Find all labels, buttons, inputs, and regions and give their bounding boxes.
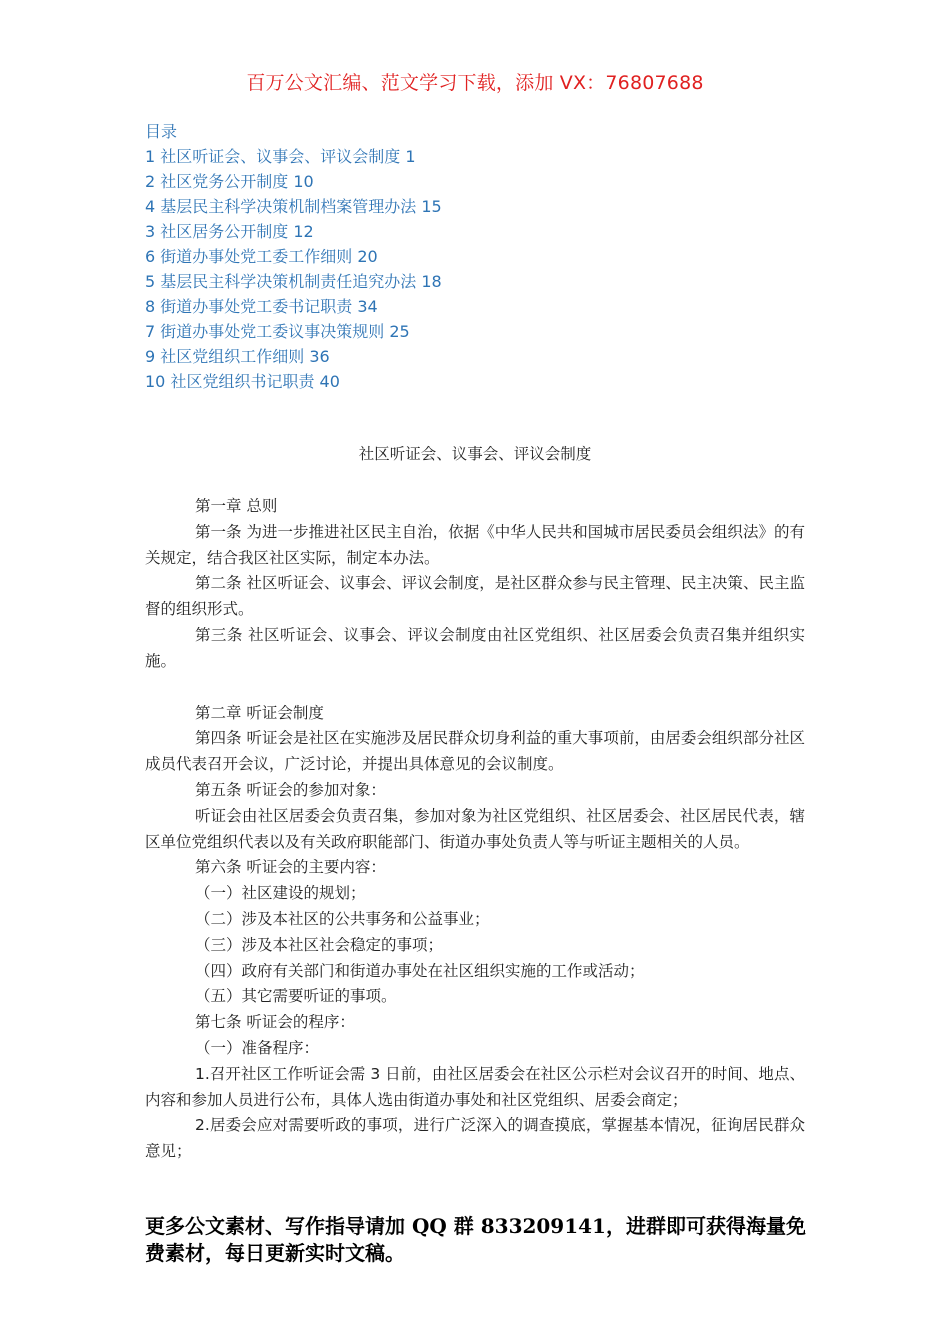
- document-body: [145, 494, 805, 1165]
- toc-title[interactable]: 目录: [145, 122, 178, 141]
- toc-item[interactable]: 1 社区听证会、议事会、评议会制度 1: [145, 147, 416, 166]
- paragraph: 听证会由社区居委会负责召集，参加对象为社区党组织、社区居委会、社区居民代表，辖区单位党组织代表以及有关政府职能部门、街道办事处负责人等与听证主题相关的人员。: [145, 806, 805, 851]
- paragraph: 第六条 听证会的主要内容：: [195, 858, 386, 877]
- chapter-heading: 第二章 听证会制度: [195, 703, 324, 722]
- paragraph: 第一条 为进一步推进社区民主自治，依据《中华人民共和国城市居民委员会组织法》的有关规定，结合我区社区实际，制定本办法。: [145, 522, 805, 567]
- paragraph: 第五条 听证会的参加对象：: [195, 780, 386, 799]
- toc-item[interactable]: 8 街道办事处党工委书记职责 34: [145, 297, 378, 316]
- paragraph: 2.居委会应对需要听政的事项，进行广泛深入的调查摸底，掌握基本情况，征询居民群众意见；: [145, 1116, 805, 1161]
- chapter-heading: 第一章 总则: [195, 497, 278, 515]
- paragraph-spacer: [145, 675, 805, 701]
- list-item: （一）准备程序：: [195, 1038, 320, 1057]
- toc-item[interactable]: 5 基层民主科学决策机制责任追究办法 18: [145, 272, 442, 291]
- toc-item[interactable]: 3 社区居务公开制度 12: [145, 222, 314, 241]
- paragraph: 第七条 听证会的程序：: [195, 1013, 355, 1032]
- toc-item[interactable]: 6 街道办事处党工委工作细则 20: [145, 247, 378, 266]
- toc-item[interactable]: 10 社区党组织书记职责 40: [145, 372, 340, 391]
- list-item: （五）其它需要听证的事项。: [195, 987, 397, 1006]
- footer-promo: 更多公文素材、写作指导请加 QQ 群 833209141，进群即可获得海量免费素材，每日更新实时文稿。: [145, 1214, 806, 1265]
- list-item: （四）政府有关部门和街道办事处在社区组织实施的工作或活动；: [195, 961, 645, 980]
- header-promo: 百万公文汇编、范文学习下载，添加 VX：76807688: [246, 72, 704, 94]
- list-item: （二）涉及本社区的公共事务和公益事业；: [195, 909, 490, 928]
- paragraph: 第三条 社区听证会、议事会、评议会制度由社区党组织、社区居委会负责召集并组织实施。: [145, 625, 805, 670]
- list-item: （一）社区建设的规划；: [195, 884, 366, 903]
- document-title: 社区听证会、议事会、评议会制度: [358, 445, 592, 463]
- toc-item[interactable]: 4 基层民主科学决策机制档案管理办法 15: [145, 197, 442, 216]
- toc-item[interactable]: 2 社区党务公开制度 10: [145, 172, 314, 191]
- list-item: （三）涉及本社区社会稳定的事项；: [195, 935, 444, 954]
- table-of-contents: [145, 119, 825, 394]
- toc-item[interactable]: 9 社区党组织工作细则 36: [145, 347, 330, 366]
- paragraph: 第四条 听证会是社区在实施涉及居民群众切身利益的重大事项前，由居委会组织部分社区成员代表召开会议，广泛讨论，并提出具体意见的会议制度。: [145, 729, 805, 774]
- paragraph: 1.召开社区工作听证会需 3 日前，由社区居委会在社区公示栏对会议召开的时间、地点、内容和参加人员进行公布，具体人选由街道办事处和社区党组织、居委会商定；: [145, 1064, 805, 1109]
- paragraph: 第二条 社区听证会、议事会、评议会制度，是社区群众参与民主管理、民主决策、民主监督的组织形式。: [145, 574, 805, 619]
- toc-item[interactable]: 7 街道办事处党工委议事决策规则 25: [145, 322, 410, 341]
